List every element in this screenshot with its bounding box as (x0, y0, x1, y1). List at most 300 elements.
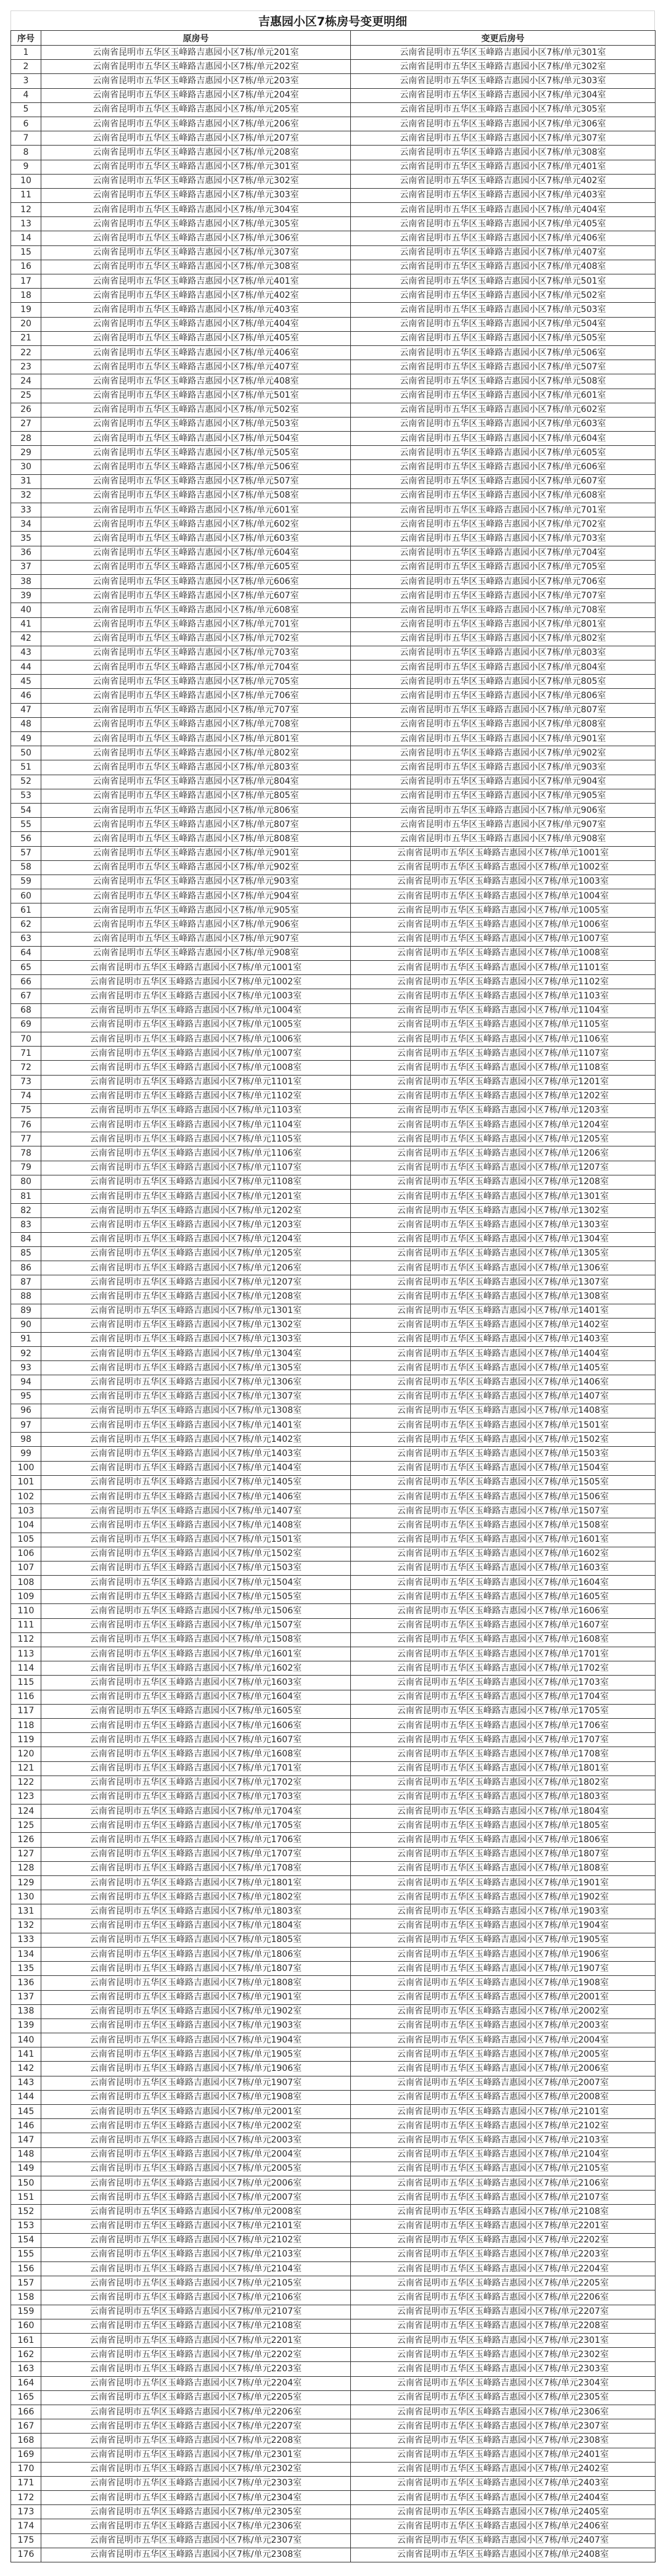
row-original-room: 云南省昆明市五华区玉峰路吉惠园小区7栋/单元1007室 (41, 1047, 351, 1061)
row-seq: 14 (11, 231, 41, 245)
row-seq: 51 (11, 760, 41, 775)
row-original-room: 云南省昆明市五华区玉峰路吉惠园小区7栋/单元1601室 (41, 1647, 351, 1661)
table-row (11, 1389, 656, 1404)
row-original-room: 云南省昆明市五华区玉峰路吉惠园小区7栋/单元1105室 (41, 1132, 351, 1146)
row-seq: 37 (11, 560, 41, 574)
row-original-room: 云南省昆明市五华区玉峰路吉惠园小区7栋/单元1305室 (41, 1361, 351, 1375)
row-original-room: 云南省昆明市五华区玉峰路吉惠园小区7栋/单元402室 (41, 289, 351, 303)
row-seq: 52 (11, 775, 41, 789)
row-seq: 35 (11, 532, 41, 546)
row-original-room: 云南省昆明市五华区玉峰路吉惠园小区7栋/单元305室 (41, 217, 351, 231)
row-original-room: 云南省昆明市五华区玉峰路吉惠园小区7栋/单元2002室 (41, 2119, 351, 2133)
table-row (11, 1103, 656, 1117)
table-row (11, 932, 656, 946)
row-original-room: 云南省昆明市五华区玉峰路吉惠园小区7栋/单元1606室 (41, 1718, 351, 1732)
row-seq: 117 (11, 1704, 41, 1718)
row-original-room: 云南省昆明市五华区玉峰路吉惠园小区7栋/单元707室 (41, 703, 351, 717)
table-row (11, 2491, 656, 2505)
row-seq: 132 (11, 1919, 41, 1933)
row-changed-room: 云南省昆明市五华区玉峰路吉惠园小区7栋/单元1305室 (351, 1246, 656, 1261)
table-row (11, 1489, 656, 1504)
table-row (11, 403, 656, 417)
row-seq: 66 (11, 975, 41, 989)
row-seq: 134 (11, 1947, 41, 1961)
table-row (11, 217, 656, 231)
row-changed-room: 云南省昆明市五华区玉峰路吉惠园小区7栋/单元1701室 (351, 1647, 656, 1661)
row-changed-room: 云南省昆明市五华区玉峰路吉惠园小区7栋/单元1803室 (351, 1790, 656, 1804)
row-original-room: 云南省昆明市五华区玉峰路吉惠园小区7栋/单元606室 (41, 574, 351, 588)
row-original-room: 云南省昆明市五华区玉峰路吉惠园小区7栋/单元802室 (41, 746, 351, 760)
row-original-room: 云南省昆明市五华区玉峰路吉惠园小区7栋/单元1302室 (41, 1318, 351, 1332)
row-seq: 98 (11, 1433, 41, 1447)
row-seq: 47 (11, 703, 41, 717)
row-changed-room: 云南省昆明市五华区玉峰路吉惠园小区7栋/单元904室 (351, 775, 656, 789)
table-row (11, 1776, 656, 1790)
row-changed-room: 云南省昆明市五华区玉峰路吉惠园小区7栋/单元502室 (351, 289, 656, 303)
row-original-room: 云南省昆明市五华区玉峰路吉惠园小区7栋/单元1004室 (41, 1003, 351, 1018)
table-row (11, 2133, 656, 2147)
row-changed-room: 云南省昆明市五华区玉峰路吉惠园小区7栋/单元1201室 (351, 1075, 656, 1089)
row-changed-room: 云南省昆明市五华区玉峰路吉惠园小区7栋/单元803室 (351, 646, 656, 660)
row-changed-room: 云南省昆明市五华区玉峰路吉惠园小区7栋/单元1408室 (351, 1404, 656, 1418)
row-seq: 17 (11, 274, 41, 289)
row-changed-room: 云南省昆明市五华区玉峰路吉惠园小区7栋/单元302室 (351, 60, 656, 74)
row-changed-room: 云南省昆明市五华区玉峰路吉惠园小区7栋/单元705室 (351, 560, 656, 574)
table-row (11, 2119, 656, 2133)
row-changed-room: 云南省昆明市五华区玉峰路吉惠园小区7栋/单元401室 (351, 160, 656, 174)
row-changed-room: 云南省昆明市五华区玉峰路吉惠园小区7栋/单元1106室 (351, 1032, 656, 1046)
table-row (11, 2233, 656, 2247)
row-original-room: 云南省昆明市五华区玉峰路吉惠园小区7栋/单元507室 (41, 474, 351, 488)
row-original-room: 云南省昆明市五华区玉峰路吉惠园小区7栋/单元906室 (41, 918, 351, 932)
row-seq: 87 (11, 1275, 41, 1290)
row-original-room: 云南省昆明市五华区玉峰路吉惠园小区7栋/单元506室 (41, 460, 351, 474)
room-change-sheet (10, 10, 655, 2562)
table-row (11, 1375, 656, 1389)
row-seq: 164 (11, 2376, 41, 2390)
table-row (11, 1361, 656, 1375)
table-row (11, 2462, 656, 2476)
row-original-room: 云南省昆明市五华区玉峰路吉惠园小区7栋/单元907室 (41, 932, 351, 946)
row-changed-room: 云南省昆明市五华区玉峰路吉惠园小区7栋/单元1301室 (351, 1190, 656, 1204)
row-seq: 4 (11, 88, 41, 102)
row-seq: 96 (11, 1404, 41, 1418)
row-changed-room: 云南省昆明市五华区玉峰路吉惠园小区7栋/单元1804室 (351, 1804, 656, 1819)
row-changed-room: 云南省昆明市五华区玉峰路吉惠园小区7栋/单元1808室 (351, 1861, 656, 1875)
row-original-room: 云南省昆明市五华区玉峰路吉惠园小区7栋/单元904室 (41, 889, 351, 903)
row-original-room: 云南省昆明市五华区玉峰路吉惠园小区7栋/单元2203室 (41, 2362, 351, 2376)
table-row (11, 345, 656, 360)
row-original-room: 云南省昆明市五华区玉峰路吉惠园小区7栋/单元206室 (41, 117, 351, 131)
row-changed-room: 云南省昆明市五华区玉峰路吉惠园小区7栋/单元2201室 (351, 2219, 656, 2233)
row-changed-room: 云南省昆明市五华区玉峰路吉惠园小区7栋/单元2301室 (351, 2334, 656, 2348)
row-changed-room: 云南省昆明市五华区玉峰路吉惠园小区7栋/单元1905室 (351, 1933, 656, 1947)
row-seq: 140 (11, 2033, 41, 2047)
table-row (11, 1690, 656, 1704)
table-row (11, 1246, 656, 1261)
row-changed-room: 云南省昆明市五华区玉峰路吉惠园小区7栋/单元1002室 (351, 860, 656, 874)
row-seq: 89 (11, 1304, 41, 1318)
table-row (11, 846, 656, 860)
row-changed-room: 云南省昆明市五华区玉峰路吉惠园小区7栋/单元2302室 (351, 2348, 656, 2362)
row-changed-room: 云南省昆明市五华区玉峰路吉惠园小区7栋/单元1705室 (351, 1704, 656, 1718)
row-changed-room: 云南省昆明市五华区玉峰路吉惠园小区7栋/单元2305室 (351, 2390, 656, 2405)
row-changed-room: 云南省昆明市五华区玉峰路吉惠园小区7栋/单元1204室 (351, 1118, 656, 1132)
row-seq: 118 (11, 1718, 41, 1732)
row-seq: 75 (11, 1103, 41, 1117)
table-row (11, 1661, 656, 1676)
row-seq: 152 (11, 2205, 41, 2219)
row-original-room: 云南省昆明市五华区玉峰路吉惠园小区7栋/单元1804室 (41, 1919, 351, 1933)
row-seq: 62 (11, 918, 41, 932)
row-changed-room: 云南省昆明市五华区玉峰路吉惠园小区7栋/单元805室 (351, 675, 656, 689)
row-changed-room: 云南省昆明市五华区玉峰路吉惠园小区7栋/单元2407室 (351, 2533, 656, 2548)
table-row (11, 60, 656, 74)
row-changed-room: 云南省昆明市五华区玉峰路吉惠园小区7栋/单元1104室 (351, 1003, 656, 1018)
row-seq: 3 (11, 74, 41, 88)
row-original-room: 云南省昆明市五华区玉峰路吉惠园小区7栋/单元908室 (41, 946, 351, 960)
table-row (11, 1332, 656, 1346)
row-seq: 116 (11, 1690, 41, 1704)
row-changed-room: 云南省昆明市五华区玉峰路吉惠园小区7栋/单元802室 (351, 632, 656, 646)
row-changed-room: 云南省昆明市五华区玉峰路吉惠园小区7栋/单元907室 (351, 818, 656, 832)
table-row (11, 1146, 656, 1161)
table-row (11, 1761, 656, 1776)
row-seq: 39 (11, 589, 41, 603)
row-original-room: 云南省昆明市五华区玉峰路吉惠园小区7栋/单元1006室 (41, 1032, 351, 1046)
row-changed-room: 云南省昆明市五华区玉峰路吉惠园小区7栋/单元2308室 (351, 2434, 656, 2448)
row-seq: 108 (11, 1576, 41, 1590)
row-seq: 146 (11, 2119, 41, 2133)
row-changed-room: 云南省昆明市五华区玉峰路吉惠园小区7栋/单元1402室 (351, 1318, 656, 1332)
row-seq: 8 (11, 146, 41, 160)
table-row (11, 660, 656, 675)
row-original-room: 云南省昆明市五华区玉峰路吉惠园小区7栋/单元2204室 (41, 2376, 351, 2390)
row-original-room: 云南省昆明市五华区玉峰路吉惠园小区7栋/单元1405室 (41, 1475, 351, 1489)
row-seq: 67 (11, 989, 41, 1003)
row-original-room: 云南省昆明市五华区玉峰路吉惠园小区7栋/单元406室 (41, 345, 351, 360)
row-original-room: 云南省昆明市五华区玉峰路吉惠园小区7栋/单元1906室 (41, 2062, 351, 2076)
row-changed-room: 云南省昆明市五华区玉峰路吉惠园小区7栋/单元1707室 (351, 1733, 656, 1747)
row-changed-room: 云南省昆明市五华区玉峰路吉惠园小区7栋/单元1603室 (351, 1561, 656, 1575)
row-seq: 12 (11, 203, 41, 217)
table-row (11, 1947, 656, 1961)
table-row (11, 432, 656, 446)
row-seq: 90 (11, 1318, 41, 1332)
row-changed-room: 云南省昆明市五华区玉峰路吉惠园小区7栋/单元605室 (351, 446, 656, 460)
row-original-room: 云南省昆明市五华区玉峰路吉惠园小区7栋/单元1005室 (41, 1018, 351, 1032)
table-row (11, 2376, 656, 2390)
row-seq: 74 (11, 1089, 41, 1103)
row-changed-room: 云南省昆明市五华区玉峰路吉惠园小区7栋/单元707室 (351, 589, 656, 603)
table-row (11, 918, 656, 932)
row-seq: 72 (11, 1061, 41, 1075)
table-row (11, 2033, 656, 2047)
row-seq: 11 (11, 188, 41, 202)
table-row (11, 1819, 656, 1833)
row-seq: 100 (11, 1461, 41, 1475)
table-row (11, 889, 656, 903)
row-seq: 18 (11, 289, 41, 303)
table-row (11, 1275, 656, 1290)
row-changed-room: 云南省昆明市五华区玉峰路吉惠园小区7栋/单元504室 (351, 317, 656, 331)
row-original-room: 云南省昆明市五华区玉峰路吉惠园小区7栋/单元2102室 (41, 2233, 351, 2247)
row-original-room: 云南省昆明市五华区玉峰路吉惠园小区7栋/单元2003室 (41, 2133, 351, 2147)
row-original-room: 云南省昆明市五华区玉峰路吉惠园小区7栋/单元1704室 (41, 1804, 351, 1819)
table-row (11, 2533, 656, 2548)
row-changed-room: 云南省昆明市五华区玉峰路吉惠园小区7栋/单元2208室 (351, 2319, 656, 2333)
row-original-room: 云南省昆明市五华区玉峰路吉惠园小区7栋/单元1504室 (41, 1576, 351, 1590)
row-changed-room: 云南省昆明市五华区玉峰路吉惠园小区7栋/单元1202室 (351, 1089, 656, 1103)
row-seq: 141 (11, 2047, 41, 2062)
row-changed-room: 云南省昆明市五华区玉峰路吉惠园小区7栋/单元2405室 (351, 2505, 656, 2519)
row-original-room: 云南省昆明市五华区玉峰路吉惠园小区7栋/单元2307室 (41, 2533, 351, 2548)
table-row (11, 1018, 656, 1032)
row-seq: 106 (11, 1547, 41, 1561)
table-row (11, 675, 656, 689)
row-seq: 105 (11, 1533, 41, 1547)
row-seq: 33 (11, 503, 41, 517)
row-original-room: 云南省昆明市五华区玉峰路吉惠园小区7栋/单元803室 (41, 760, 351, 775)
row-changed-room: 云南省昆明市五华区玉峰路吉惠园小区7栋/单元304室 (351, 88, 656, 102)
row-original-room: 云南省昆明市五华区玉峰路吉惠园小区7栋/单元2206室 (41, 2405, 351, 2419)
row-changed-room: 云南省昆明市五华区玉峰路吉惠园小区7栋/单元702室 (351, 517, 656, 532)
row-original-room: 云南省昆明市五华区玉峰路吉惠园小区7栋/单元302室 (41, 174, 351, 188)
row-original-room: 云南省昆明市五华区玉峰路吉惠园小区7栋/单元301室 (41, 160, 351, 174)
row-changed-room: 云南省昆明市五华区玉峰路吉惠园小区7栋/单元408室 (351, 260, 656, 274)
row-original-room: 云南省昆明市五华区玉峰路吉惠园小区7栋/单元1106室 (41, 1146, 351, 1161)
row-changed-room: 云南省昆明市五华区玉峰路吉惠园小区7栋/单元1206室 (351, 1146, 656, 1161)
row-changed-room: 云南省昆明市五华区玉峰路吉惠园小区7栋/单元601室 (351, 389, 656, 403)
row-changed-room: 云南省昆明市五华区玉峰路吉惠园小区7栋/单元903室 (351, 760, 656, 775)
row-changed-room: 云南省昆明市五华区玉峰路吉惠园小区7栋/单元1006室 (351, 918, 656, 932)
row-seq: 122 (11, 1776, 41, 1790)
row-original-room: 云南省昆明市五华区玉峰路吉惠园小区7栋/单元505室 (41, 446, 351, 460)
row-original-room: 云南省昆明市五华区玉峰路吉惠园小区7栋/单元704室 (41, 660, 351, 675)
table-row (11, 2162, 656, 2176)
row-changed-room: 云南省昆明市五华区玉峰路吉惠园小区7栋/单元2008室 (351, 2090, 656, 2104)
row-changed-room: 云南省昆明市五华区玉峰路吉惠园小区7栋/单元1505室 (351, 1475, 656, 1489)
table-row (11, 546, 656, 560)
row-seq: 173 (11, 2505, 41, 2519)
row-changed-room: 云南省昆明市五华区玉峰路吉惠园小区7栋/单元602室 (351, 403, 656, 417)
row-seq: 78 (11, 1146, 41, 1161)
table-row (11, 1547, 656, 1561)
row-seq: 69 (11, 1018, 41, 1032)
row-seq: 168 (11, 2434, 41, 2448)
row-changed-room: 云南省昆明市五华区玉峰路吉惠园小区7栋/单元402室 (351, 174, 656, 188)
row-original-room: 云南省昆明市五华区玉峰路吉惠园小区7栋/单元1802室 (41, 1890, 351, 1904)
table-row (11, 1404, 656, 1418)
table-row (11, 1861, 656, 1875)
row-seq: 174 (11, 2519, 41, 2533)
row-seq: 23 (11, 360, 41, 374)
row-seq: 71 (11, 1047, 41, 1061)
row-seq: 94 (11, 1375, 41, 1389)
row-changed-room: 云南省昆明市五华区玉峰路吉惠园小区7栋/单元905室 (351, 789, 656, 803)
table-row (11, 2105, 656, 2119)
row-original-room: 云南省昆明市五华区玉峰路吉惠园小区7栋/单元1003室 (41, 989, 351, 1003)
row-changed-room: 云南省昆明市五华区玉峰路吉惠园小区7栋/单元1102室 (351, 975, 656, 989)
row-changed-room: 云南省昆明市五华区玉峰路吉惠园小区7栋/单元808室 (351, 717, 656, 731)
row-seq: 61 (11, 903, 41, 918)
row-changed-room: 云南省昆明市五华区玉峰路吉惠园小区7栋/单元305室 (351, 102, 656, 117)
row-seq: 148 (11, 2147, 41, 2162)
row-changed-room: 云南省昆明市五华区玉峰路吉惠园小区7栋/单元1902室 (351, 1890, 656, 1904)
row-changed-room: 云南省昆明市五华区玉峰路吉惠园小区7栋/单元906室 (351, 803, 656, 817)
row-seq: 50 (11, 746, 41, 760)
row-original-room: 云南省昆明市五华区玉峰路吉惠园小区7栋/单元1908室 (41, 2090, 351, 2104)
row-original-room: 云南省昆明市五华区玉峰路吉惠园小区7栋/单元2007室 (41, 2191, 351, 2205)
row-original-room: 云南省昆明市五华区玉峰路吉惠园小区7栋/单元1202室 (41, 1204, 351, 1218)
row-seq: 1 (11, 46, 41, 60)
row-changed-room: 云南省昆明市五华区玉峰路吉惠园小区7栋/单元1207室 (351, 1161, 656, 1175)
row-original-room: 云南省昆明市五华区玉峰路吉惠园小区7栋/单元1805室 (41, 1933, 351, 1947)
table-row (11, 317, 656, 331)
row-seq: 149 (11, 2162, 41, 2176)
row-original-room: 云南省昆明市五华区玉峰路吉惠园小区7栋/单元1605室 (41, 1704, 351, 1718)
row-changed-room: 云南省昆明市五华区玉峰路吉惠园小区7栋/单元1008室 (351, 946, 656, 960)
table-row (11, 2018, 656, 2033)
row-changed-room: 云南省昆明市五华区玉峰路吉惠园小区7栋/单元1401室 (351, 1304, 656, 1318)
row-seq: 63 (11, 932, 41, 946)
row-original-room: 云南省昆明市五华区玉峰路吉惠园小区7栋/单元1008室 (41, 1061, 351, 1075)
table-row (11, 589, 656, 603)
row-changed-room: 云南省昆明市五华区玉峰路吉惠园小区7栋/单元406室 (351, 231, 656, 245)
row-seq: 128 (11, 1861, 41, 1875)
table-row (11, 2205, 656, 2219)
row-changed-room: 云南省昆明市五华区玉峰路吉惠园小区7栋/单元2306室 (351, 2405, 656, 2419)
row-seq: 169 (11, 2448, 41, 2462)
table-row (11, 1118, 656, 1132)
row-seq: 6 (11, 117, 41, 131)
row-original-room: 云南省昆明市五华区玉峰路吉惠园小区7栋/单元303室 (41, 188, 351, 202)
table-row (11, 603, 656, 617)
row-original-room: 云南省昆明市五华区玉峰路吉惠园小区7栋/单元1604室 (41, 1690, 351, 1704)
row-original-room: 云南省昆明市五华区玉峰路吉惠园小区7栋/单元1607室 (41, 1733, 351, 1747)
row-original-room: 云南省昆明市五华区玉峰路吉惠园小区7栋/单元2106室 (41, 2290, 351, 2305)
row-original-room: 云南省昆明市五华区玉峰路吉惠园小区7栋/单元905室 (41, 903, 351, 918)
row-changed-room: 云南省昆明市五华区玉峰路吉惠园小区7栋/单元2101室 (351, 2105, 656, 2119)
row-original-room: 云南省昆明市五华区玉峰路吉惠园小区7栋/单元1107室 (41, 1161, 351, 1175)
row-changed-room: 云南省昆明市五华区玉峰路吉惠园小区7栋/单元1001室 (351, 846, 656, 860)
row-seq: 13 (11, 217, 41, 231)
row-original-room: 云南省昆明市五华区玉峰路吉惠园小区7栋/单元502室 (41, 403, 351, 417)
row-changed-room: 云南省昆明市五华区玉峰路吉惠园小区7栋/单元1608室 (351, 1632, 656, 1647)
row-seq: 142 (11, 2062, 41, 2076)
row-changed-room: 云南省昆明市五华区玉峰路吉惠园小区7栋/单元503室 (351, 303, 656, 317)
row-changed-room: 云南省昆明市五华区玉峰路吉惠园小区7栋/单元1906室 (351, 1947, 656, 1961)
row-changed-room: 云南省昆明市五华区玉峰路吉惠园小区7栋/单元2104室 (351, 2147, 656, 2162)
row-original-room: 云南省昆明市五华区玉峰路吉惠园小区7栋/单元2005室 (41, 2162, 351, 2176)
row-seq: 36 (11, 546, 41, 560)
row-changed-room: 云南省昆明市五华区玉峰路吉惠园小区7栋/单元1307室 (351, 1275, 656, 1290)
row-seq: 54 (11, 803, 41, 817)
table-row (11, 1533, 656, 1547)
row-original-room: 云南省昆明市五华区玉峰路吉惠园小区7栋/单元407室 (41, 360, 351, 374)
row-changed-room: 云南省昆明市五华区玉峰路吉惠园小区7栋/单元908室 (351, 832, 656, 846)
row-changed-room: 云南省昆明市五华区玉峰路吉惠园小区7栋/单元806室 (351, 689, 656, 703)
row-changed-room: 云南省昆明市五华区玉峰路吉惠园小区7栋/单元1703室 (351, 1676, 656, 1690)
row-seq: 172 (11, 2491, 41, 2505)
row-seq: 144 (11, 2090, 41, 2104)
row-original-room: 云南省昆明市五华区玉峰路吉惠园小区7栋/单元1303室 (41, 1332, 351, 1346)
table-row (11, 188, 656, 202)
row-seq: 123 (11, 1790, 41, 1804)
row-seq: 102 (11, 1489, 41, 1504)
row-original-room: 云南省昆明市五华区玉峰路吉惠园小区7栋/单元1306室 (41, 1375, 351, 1389)
row-changed-room: 云南省昆明市五华区玉峰路吉惠园小区7栋/单元704室 (351, 546, 656, 560)
row-changed-room: 云南省昆明市五华区玉峰路吉惠园小区7栋/单元807室 (351, 703, 656, 717)
row-seq: 171 (11, 2476, 41, 2490)
row-seq: 157 (11, 2276, 41, 2290)
table-row (11, 2390, 656, 2405)
row-seq: 58 (11, 860, 41, 874)
row-changed-room: 云南省昆明市五华区玉峰路吉惠园小区7栋/单元403室 (351, 188, 656, 202)
table-row (11, 1075, 656, 1089)
row-original-room: 云南省昆明市五华区玉峰路吉惠园小区7栋/单元202室 (41, 60, 351, 74)
table-row (11, 1204, 656, 1218)
row-changed-room: 云南省昆明市五华区玉峰路吉惠园小区7栋/单元2107室 (351, 2191, 656, 2205)
row-changed-room: 云南省昆明市五华区玉峰路吉惠园小区7栋/单元2102室 (351, 2119, 656, 2133)
row-seq: 114 (11, 1661, 41, 1676)
table-row (11, 517, 656, 532)
row-changed-room: 云南省昆明市五华区玉峰路吉惠园小区7栋/单元2401室 (351, 2448, 656, 2462)
table-row (11, 2176, 656, 2190)
row-seq: 137 (11, 1990, 41, 2004)
row-seq: 86 (11, 1261, 41, 1275)
table-row (11, 2505, 656, 2519)
table-row (11, 417, 656, 431)
table-row (11, 1847, 656, 1861)
row-seq: 138 (11, 2004, 41, 2018)
table-row (11, 74, 656, 88)
row-seq: 34 (11, 517, 41, 532)
table-row (11, 1604, 656, 1618)
table-row (11, 260, 656, 274)
row-changed-room: 云南省昆明市五华区玉峰路吉惠园小区7栋/单元1502室 (351, 1433, 656, 1447)
row-original-room: 云南省昆明市五华区玉峰路吉惠园小区7栋/单元1104室 (41, 1118, 351, 1132)
table-row (11, 646, 656, 660)
row-changed-room: 云南省昆明市五华区玉峰路吉惠园小区7栋/单元1308室 (351, 1290, 656, 1304)
table-row (11, 903, 656, 918)
row-changed-room: 云南省昆明市五华区玉峰路吉惠园小区7栋/单元1607室 (351, 1618, 656, 1632)
row-seq: 126 (11, 1833, 41, 1847)
table-row (11, 1833, 656, 1847)
row-changed-room: 云南省昆明市五华区玉峰路吉惠园小区7栋/单元1205室 (351, 1132, 656, 1146)
row-original-room: 云南省昆明市五华区玉峰路吉惠园小区7栋/单元2306室 (41, 2519, 351, 2533)
table-row (11, 1003, 656, 1018)
row-seq: 70 (11, 1032, 41, 1046)
row-seq: 155 (11, 2247, 41, 2261)
row-seq: 64 (11, 946, 41, 960)
row-seq: 160 (11, 2319, 41, 2333)
row-original-room: 云南省昆明市五华区玉峰路吉惠园小区7栋/单元2302室 (41, 2462, 351, 2476)
row-original-room: 云南省昆明市五华区玉峰路吉惠园小区7栋/单元1203室 (41, 1218, 351, 1232)
table-row (11, 1175, 656, 1189)
row-seq: 43 (11, 646, 41, 660)
row-original-room: 云南省昆明市五华区玉峰路吉惠园小区7栋/单元1901室 (41, 1990, 351, 2004)
table-row (11, 2276, 656, 2290)
row-original-room: 云南省昆明市五华区玉峰路吉惠园小区7栋/单元1206室 (41, 1261, 351, 1275)
table-row (11, 818, 656, 832)
table-row (11, 1504, 656, 1518)
table-row (11, 1190, 656, 1204)
table-row (11, 1747, 656, 1761)
row-original-room: 云南省昆明市五华区玉峰路吉惠园小区7栋/单元404室 (41, 317, 351, 331)
row-changed-room: 云南省昆明市五华区玉峰路吉惠园小区7栋/单元2207室 (351, 2305, 656, 2319)
row-seq: 93 (11, 1361, 41, 1375)
